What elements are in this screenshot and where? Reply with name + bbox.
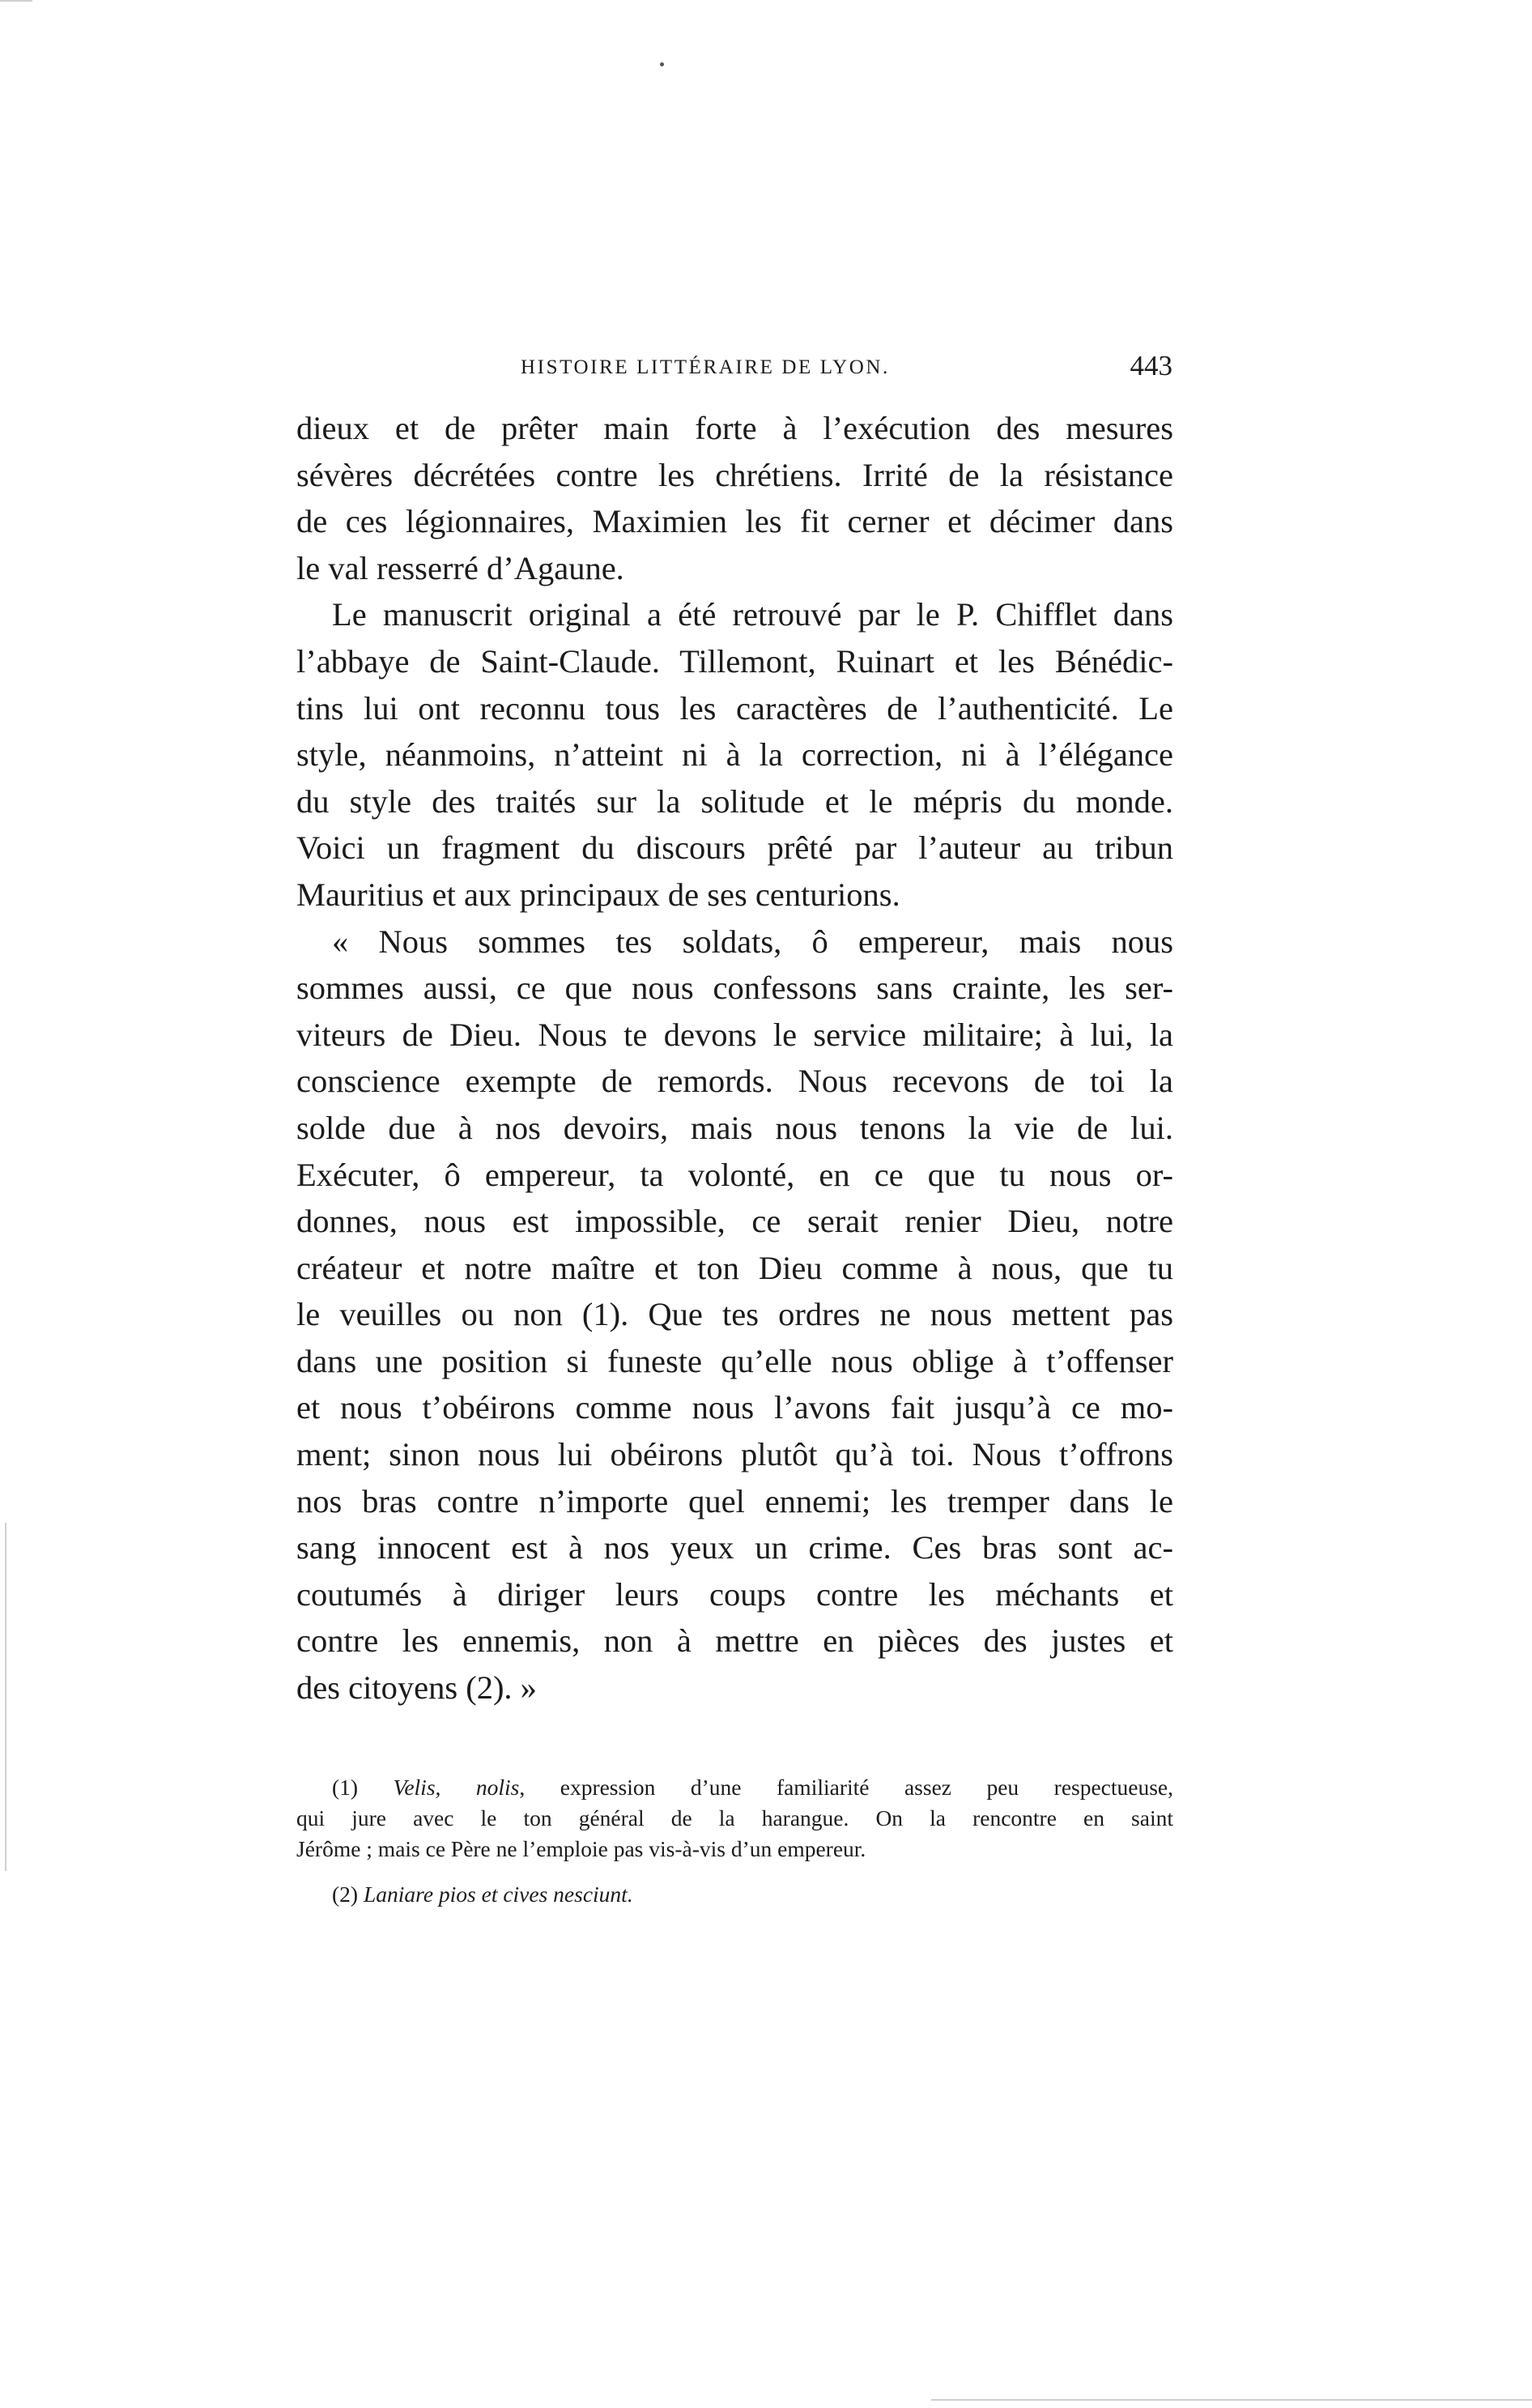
footnote-marker: (2)	[332, 1882, 359, 1907]
text-line: Mauritius et aux principaux de ses centurions.	[296, 876, 900, 913]
text-line: coutumés à diriger leurs coups contre les méchants et	[296, 1575, 1173, 1613]
text-line: contre les ennemis, non à mettre en pièces des justes et	[296, 1622, 1173, 1660]
text-line: conscience exempte de remords. Nous recevons de toi la	[296, 1063, 1173, 1100]
text-line: dans une position si funeste qu’elle nous oblige à t’offenser	[296, 1342, 1173, 1379]
text-line: ment; sinon nous lui obéirons plutôt qu’à toi. Nous t’offrons	[296, 1436, 1173, 1473]
running-head	[296, 350, 1172, 392]
scan-margin-line	[5, 1523, 6, 1871]
text-line: donnes, nous est impossible, ce serait renier Dieu, notre	[296, 1203, 1173, 1240]
main-text	[296, 405, 1173, 1711]
paragraph-3-quotation	[296, 918, 1173, 1711]
paragraph-1	[296, 405, 1173, 591]
text-line: Voici un fragment du discours prêté par l’auteur au tribun	[296, 829, 1173, 867]
footnote-emphasis: Laniare pios et cives nesciunt.	[363, 1882, 633, 1907]
footnote-2	[296, 1879, 1173, 1910]
text-line: style, néanmoins, n’atteint ni à la correction, ni à l’élégance	[296, 736, 1173, 774]
scan-edge-line	[0, 0, 32, 2]
text-line: l’abbaye de Saint-Claude. Tillemont, Ruinart et les Bénédic-	[296, 642, 1173, 680]
text-line: des citoyens (2). »	[296, 1669, 537, 1707]
text-line: le val resserré d’Agaune.	[296, 549, 624, 586]
text-line: viteurs de Dieu. Nous te devons le service militaire; à lui, la	[296, 1016, 1173, 1053]
text-line: solde due à nos devoirs, mais nous tenons la vie de lui.	[296, 1109, 1173, 1146]
text-line: dieux et de prêter main forte à l’exécution des mesures	[296, 410, 1173, 446]
text-line: et nous t’obéirons comme nous l’avons fait jusqu’à ce mo-	[296, 1389, 1173, 1426]
text-line: tins lui ont reconnu tous les caractères de l’authenticité. Le	[296, 689, 1173, 727]
text-line: créateur et notre maître et ton Dieu comme à nous, que tu	[296, 1249, 1173, 1286]
footnote-line	[296, 1879, 1173, 1910]
text-line: Exécuter, ô empereur, ta volonté, en ce que tu nous or-	[296, 1156, 1173, 1193]
footnote-line	[296, 1772, 1173, 1803]
footnote-line: Jérôme ; mais ce Père ne l’emploie pas vis-à-vis d’un empereur.	[296, 1836, 866, 1861]
text-line: sommes aussi, ce que nous confessons sans crainte, les ser-	[296, 970, 1173, 1007]
footnote-marker: (1)	[332, 1775, 359, 1800]
text-line: du style des traités sur la solitude et le mépris du monde.	[296, 782, 1173, 820]
paragraph-2	[296, 591, 1173, 918]
text-line: de ces légionnaires, Maximien les fit cerner et décimer dans	[296, 503, 1173, 540]
footnote-line: qui jure avec le ton général de la harangue. On la rencontre en saint	[296, 1805, 1173, 1831]
scan-bottom-line	[931, 2399, 1532, 2401]
footnote-1	[296, 1772, 1173, 1865]
text-line: « Nous sommes tes soldats, ô empereur, mais nous	[332, 923, 1173, 960]
scan-dot	[660, 62, 664, 66]
footnote-text: , expression d’une familiarité assez peu respectueuse,	[519, 1775, 1174, 1800]
running-title: HISTOIRE LITTÉRAIRE DE LYON.	[521, 356, 890, 378]
page-number: 443	[1130, 350, 1172, 381]
text-line: sang innocent est à nos yeux un crime. Ces bras sont ac-	[296, 1529, 1173, 1566]
text-line: le veuilles ou non (1). Que tes ordres ne nous mettent pas	[296, 1296, 1173, 1333]
footnotes	[296, 1772, 1173, 1924]
footnote-emphasis: Velis, nolis	[393, 1775, 520, 1800]
text-line: sévères décrétées contre les chrétiens. Irrité de la résistance	[296, 456, 1173, 493]
text-line: nos bras contre n’importe quel ennemi; les tremper dans le	[296, 1482, 1173, 1519]
text-line: Le manuscrit original a été retrouvé par le P. Chifflet dans	[332, 596, 1173, 633]
